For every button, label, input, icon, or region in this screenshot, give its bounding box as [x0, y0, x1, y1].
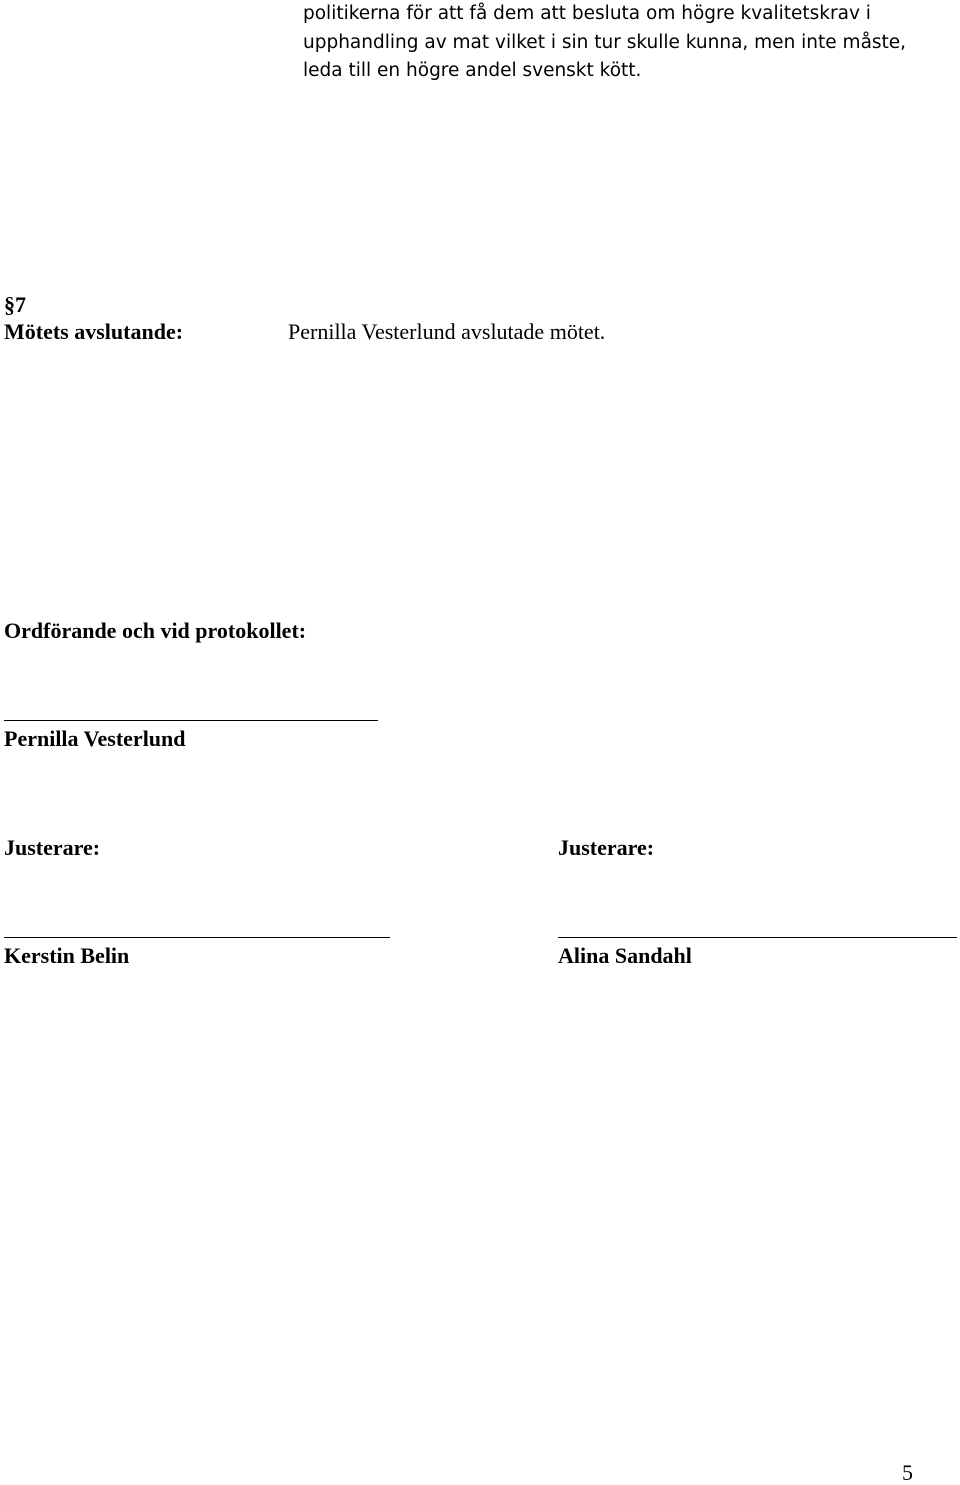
adjuster-heading-right: Justerare: — [558, 835, 655, 860]
intro-paragraph — [303, 0, 943, 86]
section-number: §7 — [4, 292, 26, 317]
adjuster-left-name: Kerstin Belin — [4, 943, 130, 968]
chair-name: Pernilla Vesterlund — [4, 726, 186, 751]
intro-line: politikerna för att få dem att besluta om högre kvalitetskrav i — [303, 3, 871, 24]
section-text: Pernilla Vesterlund avslutade mötet. — [288, 319, 606, 344]
chair-signature-line — [4, 720, 378, 721]
adjuster-right-name: Alina Sandahl — [558, 943, 692, 968]
adjuster-left-signature-line — [4, 937, 390, 938]
section-label: Mötets avslutande: — [4, 319, 184, 344]
intro-line: upphandling av mat vilket i sin tur skulle kunna, men inte måste, — [303, 31, 907, 53]
chair-heading: Ordförande och vid protokollet: — [4, 618, 307, 643]
adjuster-heading-left: Justerare: — [4, 835, 101, 860]
intro-line: leda till en högre andel svenskt kött. — [303, 60, 642, 81]
adjuster-right-signature-line — [558, 937, 957, 938]
page-number: 5 — [902, 1460, 913, 1485]
